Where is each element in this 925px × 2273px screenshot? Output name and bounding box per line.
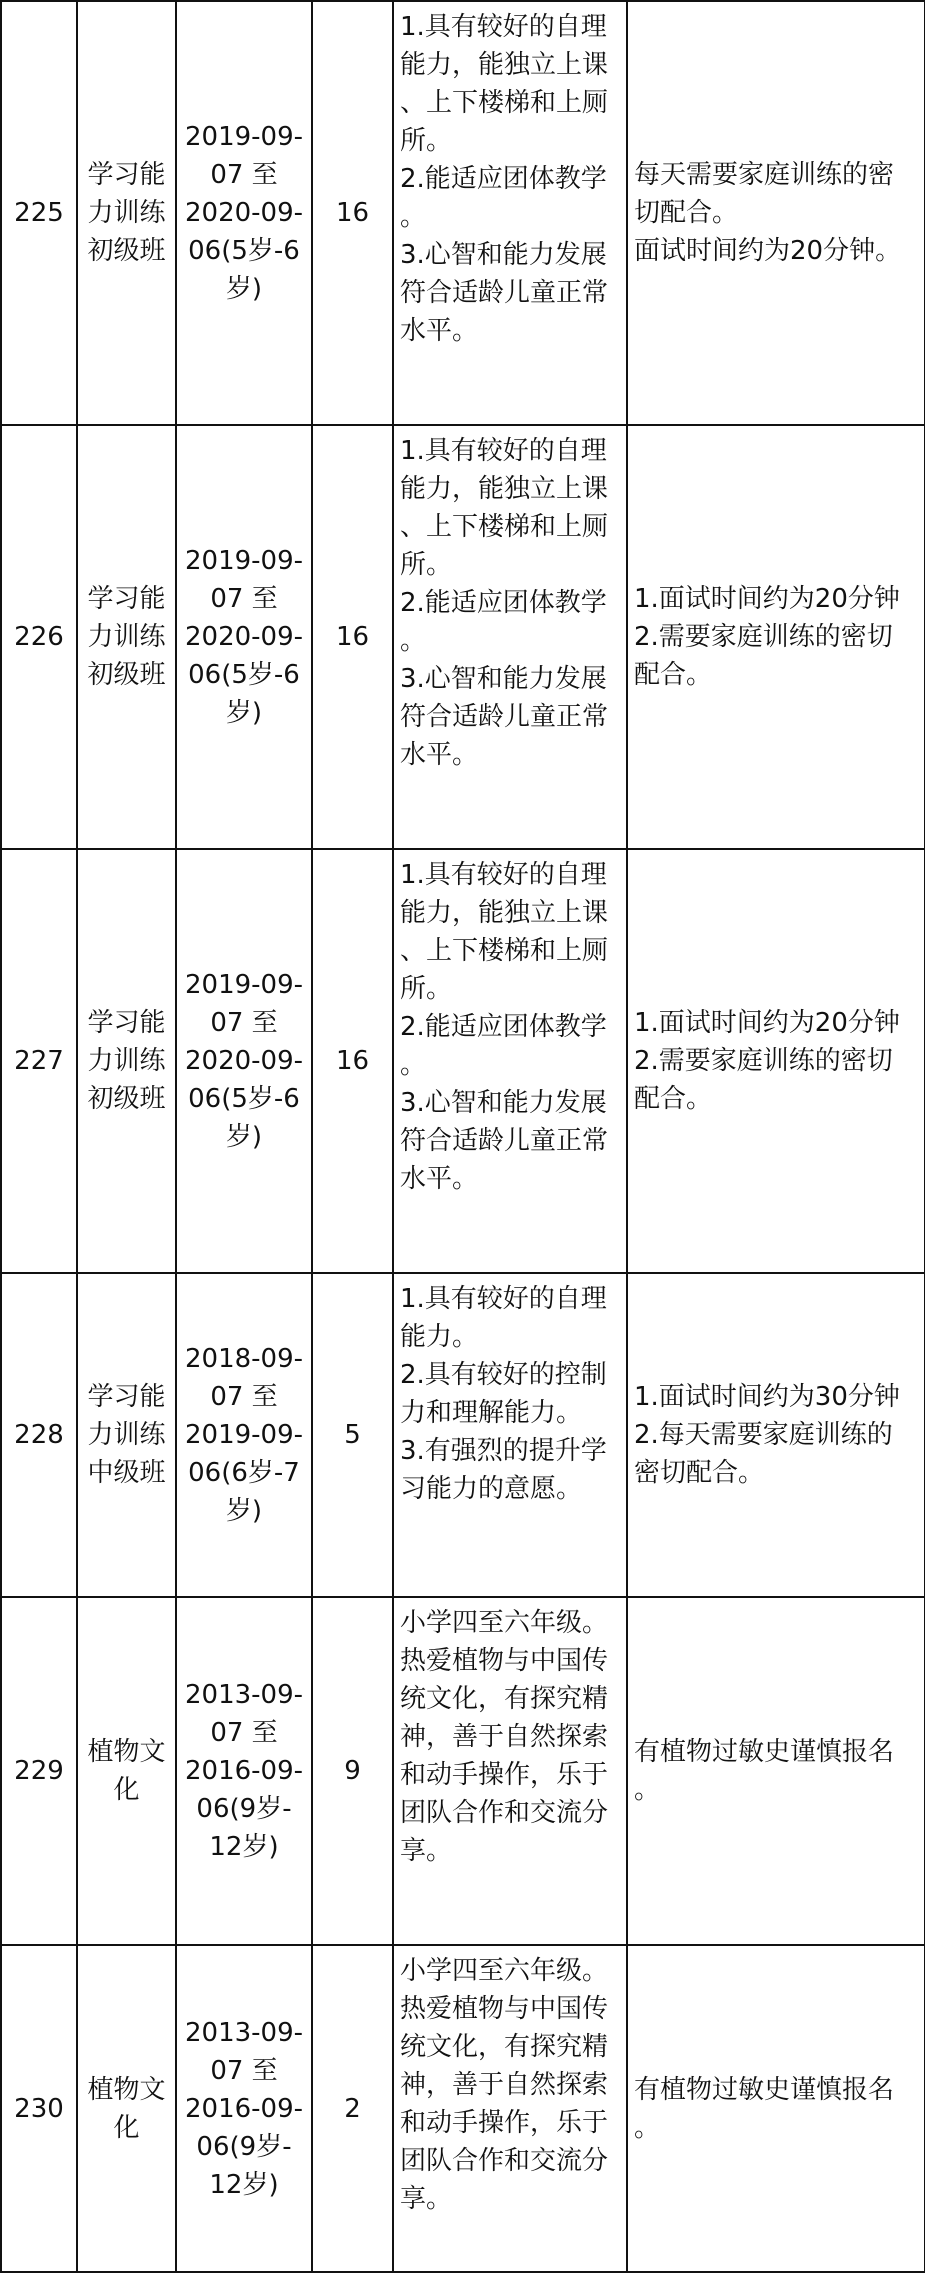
requirements-line: 热爱植物与中国传 — [400, 1646, 609, 1676]
requirements-line: 习能力的意愿。 — [400, 1474, 583, 1504]
course-name-line: 初级班 — [87, 660, 166, 690]
requirements-line: 小学四至六年级。 — [400, 1608, 609, 1638]
birthdate-range-line: 06(5岁-6 — [188, 236, 300, 266]
course-id-cell: 230 — [1, 1945, 77, 2272]
birthdate-range-line: 06(5岁-6 — [188, 1084, 300, 1114]
requirements-line: 能力。 — [400, 1322, 479, 1352]
requirements-line: 力和理解能力。 — [400, 1398, 583, 1428]
notes-line: 每天需要家庭训练的密 — [634, 160, 895, 190]
birthdate-range-line: 07 至 — [210, 1008, 278, 1038]
requirements-cell — [393, 1945, 627, 2272]
course-id-cell: 228 — [1, 1273, 77, 1597]
notes-line: 配合。 — [634, 660, 713, 690]
birthdate-range-line: 2020-09- — [184, 198, 303, 228]
table-row — [1, 849, 925, 1273]
quota-cell: 16 — [312, 425, 393, 849]
birthdate-range-line: 2013-09- — [184, 2017, 303, 2048]
course-name-line: 学习能 — [87, 160, 166, 190]
birthdate-range-line: 2019-09- — [184, 546, 303, 576]
requirements-line: 符合适龄儿童正常 — [400, 278, 609, 308]
birthdate-range-line: 12岁) — [209, 2169, 279, 2200]
requirements-line: 享。 — [400, 2184, 453, 2214]
notes-line: 1.面试时间约为30分钟 — [634, 1382, 900, 1412]
notes-line: 1.面试时间约为20分钟 — [634, 584, 900, 614]
requirements-line: 。 — [400, 1050, 427, 1080]
requirements-line: 热爱植物与中国传 — [400, 1994, 609, 2024]
requirements-line: 所。 — [400, 126, 453, 156]
quota-cell: 16 — [312, 1, 393, 425]
requirements-line: 团队合作和交流分 — [400, 2146, 609, 2176]
requirements-line: 1.具有较好的自理 — [400, 860, 607, 890]
quota-cell: 5 — [312, 1273, 393, 1597]
requirements-line: 。 — [400, 202, 427, 232]
requirements-line: 享。 — [400, 1836, 453, 1866]
notes-cell — [627, 1, 925, 425]
requirements-line: 能力，能独立上课 — [400, 474, 609, 504]
course-name-line: 学习能 — [87, 584, 166, 614]
birthdate-range-line: 2016-09- — [184, 2093, 303, 2124]
requirements-line: 和动手操作，乐于 — [400, 1760, 609, 1790]
course-id-cell: 229 — [1, 1597, 77, 1945]
requirements-line: 3.心智和能力发展 — [400, 664, 607, 694]
requirements-line: 小学四至六年级。 — [400, 1956, 609, 1986]
birthdate-range-line: 2013-09- — [184, 1680, 303, 1710]
requirements-line: 2.能适应团体教学 — [400, 588, 607, 618]
notes-line: 2.每天需要家庭训练的 — [634, 1420, 893, 1450]
birthdate-range-cell — [176, 1597, 312, 1945]
course-name-line: 初级班 — [87, 236, 166, 266]
requirements-line: 符合适龄儿童正常 — [400, 1126, 609, 1156]
course-name-cell — [77, 849, 176, 1273]
notes-line: 密切配合。 — [634, 1458, 765, 1488]
notes-cell — [627, 1945, 925, 2272]
requirements-line: 1.具有较好的自理 — [400, 12, 607, 42]
requirements-line: 统文化，有探究精 — [400, 1684, 609, 1714]
notes-line: 1.面试时间约为20分钟 — [634, 1008, 900, 1038]
course-name-line: 学习能 — [87, 1382, 166, 1412]
requirements-line: 神，善于自然探索 — [400, 1722, 609, 1752]
course-name-cell — [77, 425, 176, 849]
requirements-line: 统文化，有探究精 — [400, 2032, 609, 2062]
course-id-cell: 227 — [1, 849, 77, 1273]
requirements-line: 3.心智和能力发展 — [400, 1088, 607, 1118]
birthdate-range-cell — [176, 1, 312, 425]
notes-line: 2.需要家庭训练的密切 — [634, 622, 893, 652]
birthdate-range-line: 岁) — [225, 1122, 263, 1152]
table-row — [1, 1, 925, 425]
requirements-line: 3.有强烈的提升学 — [400, 1436, 607, 1466]
requirements-cell — [393, 1273, 627, 1597]
requirements-line: 2.能适应团体教学 — [400, 164, 607, 194]
notes-line: 面试时间约为20分钟。 — [634, 236, 902, 266]
birthdate-range-line: 岁) — [225, 274, 263, 304]
notes-cell — [627, 849, 925, 1273]
notes-cell — [627, 1597, 925, 1945]
birthdate-range-line: 2016-09- — [184, 1756, 303, 1786]
notes-line: 2.需要家庭训练的密切 — [634, 1046, 893, 1076]
table-row — [1, 1273, 925, 1597]
notes-line: 有植物过敏史谨慎报名 — [634, 2074, 895, 2105]
course-name-cell — [77, 1597, 176, 1945]
birthdate-range-line: 06(5岁-6 — [188, 660, 300, 690]
course-name-line: 力训练 — [87, 1420, 166, 1450]
quota-cell: 2 — [312, 1945, 393, 2272]
requirements-cell — [393, 1, 627, 425]
requirements-line: 所。 — [400, 974, 453, 1004]
birthdate-range-line: 06(6岁-7 — [188, 1458, 300, 1488]
birthdate-range-cell — [176, 1945, 312, 2272]
table-row — [1, 1597, 925, 1945]
requirements-cell — [393, 849, 627, 1273]
requirements-line: 1.具有较好的自理 — [400, 1284, 607, 1314]
birthdate-range-cell — [176, 849, 312, 1273]
requirements-line: 。 — [400, 626, 427, 656]
table-row — [1, 425, 925, 849]
notes-cell — [627, 425, 925, 849]
requirements-line: 、上下楼梯和上厕 — [400, 936, 609, 966]
quota-cell: 9 — [312, 1597, 393, 1945]
notes-line: 。 — [634, 1775, 661, 1805]
requirements-line: 3.心智和能力发展 — [400, 240, 607, 270]
course-name-line: 中级班 — [87, 1458, 166, 1488]
requirements-line: 能力，能独立上课 — [400, 898, 609, 928]
birthdate-range-line: 12岁) — [209, 1832, 279, 1862]
requirements-line: 、上下楼梯和上厕 — [400, 512, 609, 542]
notes-line: 切配合。 — [634, 198, 739, 228]
course-name-line: 力训练 — [87, 622, 166, 652]
requirements-line: 水平。 — [400, 316, 479, 346]
course-name-line: 初级班 — [87, 1084, 166, 1114]
requirements-line: 1.具有较好的自理 — [400, 436, 607, 466]
course-id-cell: 225 — [1, 1, 77, 425]
birthdate-range-line: 2018-09- — [184, 1344, 303, 1374]
notes-line: 配合。 — [634, 1084, 713, 1114]
birthdate-range-line: 2020-09- — [184, 1046, 303, 1076]
birthdate-range-line: 2020-09- — [184, 622, 303, 652]
notes-cell — [627, 1273, 925, 1597]
course-id-cell: 226 — [1, 425, 77, 849]
birthdate-range-line: 2019-09- — [184, 1420, 303, 1450]
course-name-line: 学习能 — [87, 1008, 166, 1038]
birthdate-range-line: 06(9岁- — [196, 2131, 292, 2162]
course-name-line: 力训练 — [87, 198, 166, 228]
birthdate-range-line: 07 至 — [210, 160, 278, 190]
course-name-line: 植物文 — [87, 1737, 166, 1767]
quota-cell: 16 — [312, 849, 393, 1273]
birthdate-range-cell — [176, 425, 312, 849]
requirements-line: 水平。 — [400, 740, 479, 770]
table-body — [1, 1, 925, 2272]
birthdate-range-line: 07 至 — [210, 584, 278, 614]
course-name-line: 植物文 — [87, 2074, 166, 2105]
requirements-line: 能力，能独立上课 — [400, 50, 609, 80]
requirements-line: 团队合作和交流分 — [400, 1798, 609, 1828]
requirements-line: 神，善于自然探索 — [400, 2070, 609, 2100]
requirements-line: 所。 — [400, 550, 453, 580]
birthdate-range-line: 07 至 — [210, 1718, 278, 1748]
birthdate-range-line: 07 至 — [210, 2055, 278, 2086]
requirements-line: 、上下楼梯和上厕 — [400, 88, 609, 118]
requirements-line: 符合适龄儿童正常 — [400, 702, 609, 732]
course-name-line: 力训练 — [87, 1046, 166, 1076]
course-name-cell — [77, 1273, 176, 1597]
birthdate-range-line: 2019-09- — [184, 970, 303, 1000]
requirements-cell — [393, 425, 627, 849]
birthdate-range-line: 07 至 — [210, 1382, 278, 1412]
birthdate-range-line: 2019-09- — [184, 122, 303, 152]
course-name-cell — [77, 1, 176, 425]
birthdate-range-line: 岁) — [225, 698, 263, 728]
requirements-line: 2.具有较好的控制 — [400, 1360, 607, 1390]
birthdate-range-line: 岁) — [225, 1496, 263, 1526]
course-name-line: 化 — [113, 1775, 140, 1805]
requirements-line: 水平。 — [400, 1164, 479, 1194]
requirements-cell — [393, 1597, 627, 1945]
notes-line: 。 — [634, 2112, 661, 2143]
notes-line: 有植物过敏史谨慎报名 — [634, 1737, 895, 1767]
course-name-line: 化 — [113, 2112, 140, 2143]
requirements-line: 2.能适应团体教学 — [400, 1012, 607, 1042]
birthdate-range-cell — [176, 1273, 312, 1597]
requirements-line: 和动手操作，乐于 — [400, 2108, 609, 2138]
birthdate-range-line: 06(9岁- — [196, 1794, 292, 1824]
table-row — [1, 1945, 925, 2272]
course-name-cell — [77, 1945, 176, 2272]
